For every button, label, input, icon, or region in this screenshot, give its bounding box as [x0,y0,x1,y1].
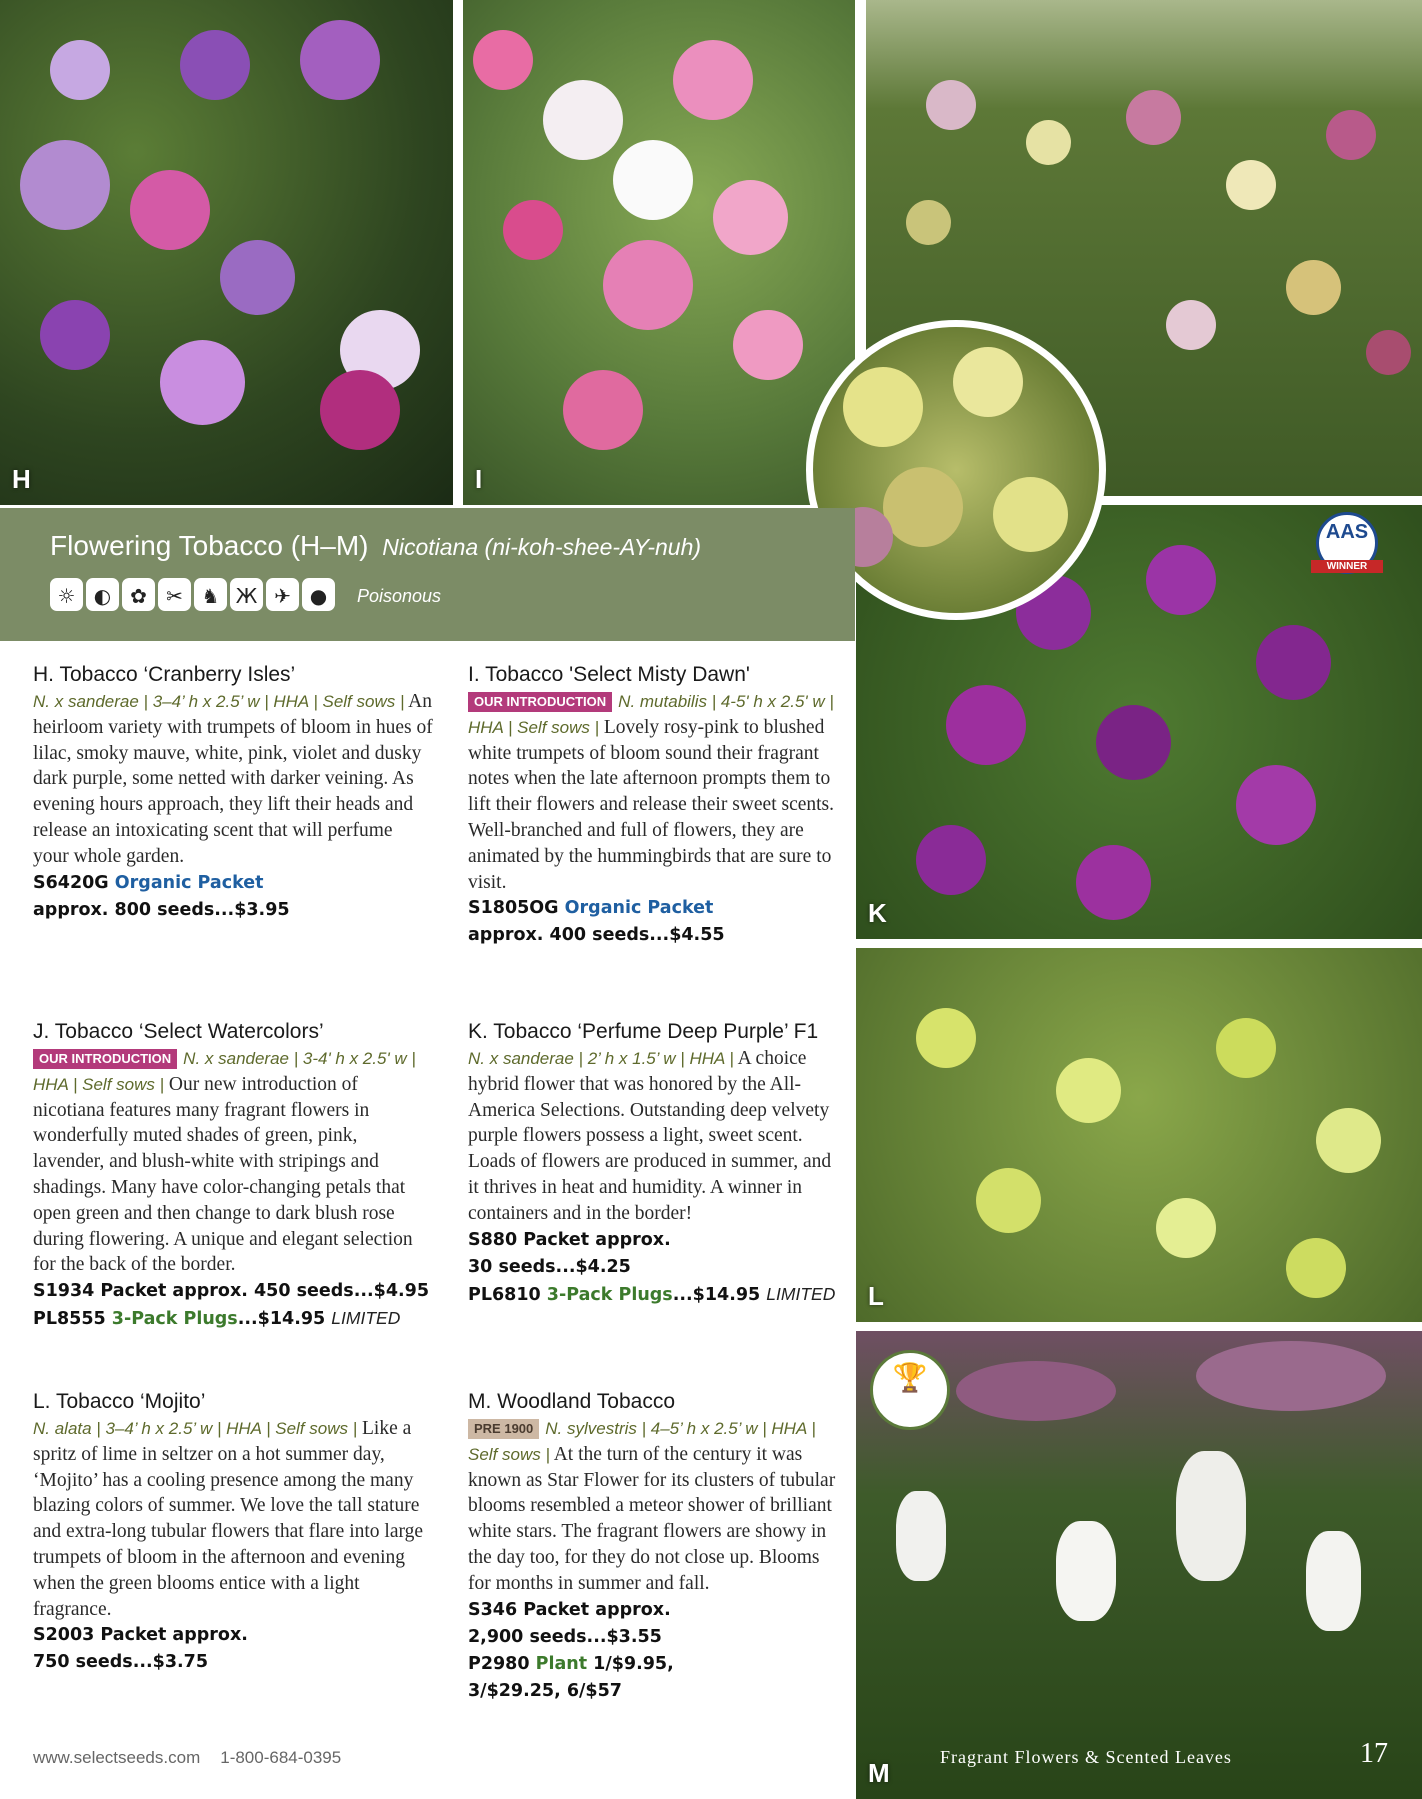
entry-desc-text: Like a spritz of lime in seltzer on a hot summer day, ‘Mojito’ has a cooling presence among the many blazing colors of summer. We love the tall stature and extra-long tubular flowers that flare into large trumpets of bloom in the afternoon and evening when the green blooms entice with a light fragrance. [33,1418,424,1620]
entry-description [468,689,846,895]
sku: PL8555 [33,1309,112,1330]
entry-description [468,1416,846,1597]
aas-logo-text: AAS [1325,521,1369,543]
price-line: 3/$29.25, 6/$57 [468,1680,622,1701]
price-line: S1934 Packet approx. 450 seeds...$4.95 [33,1281,429,1302]
price-line: approx. 800 seeds...$3.95 [33,899,290,920]
entry-j [33,1018,433,1333]
entry-description [33,689,433,870]
growing-icons-row [50,578,335,611]
entry-desc-text: Lovely rosy-pink to blushed white trumpets of bloom sound their fragrant notes when the late afternoon prompts them to lift their flowers and release their sweet scents. Well-branched and full of flowers, they are animated by the hummingbirds that are sure to visit. [468,716,835,893]
cut-flower-icon: ✂ [158,578,191,611]
organic-packet-link[interactable]: Organic Packet [564,898,714,919]
price-line: 750 seeds...$3.75 [33,1652,209,1673]
deer-resistant-icon: ♞ [194,578,227,611]
entry-description [33,1046,433,1278]
price-line [33,870,433,897]
photo-select-misty-dawn [463,0,855,505]
plugs-link[interactable]: 3-Pack Plugs [111,1309,238,1330]
section-name: Fragrant Flowers & Scented Leaves [940,1747,1232,1767]
photo-label-k: K [868,898,887,928]
entry-desc-text: An heirloom variety with trumpets of bloom in hues of lilac, smoky mauve, white, pink, violet and dusky dark purple, some netted with darker veining. As evening hours approach, they lift their heads and release an intoxicating scent that will perfume your whole garden. [33,691,433,867]
photo-mojito [856,948,1422,1322]
entry-h [33,661,433,924]
entry-i [468,661,846,949]
plugs-link[interactable]: 3-Pack Plugs [546,1284,673,1305]
photo-cranberry-isles [0,0,453,505]
entry-desc-text: At the turn of the century it was known as Star Flower for its clusters of tubular blooms resembled a meteor shower of brilliant white stars. The fragrant flowers are showy in the day too, for they do not close up. Blooms for months in summer and fall. [468,1443,836,1594]
phone-number: 1-800-684-0395 [220,1748,342,1767]
price: ...$14.95 [672,1284,767,1305]
entry-meta: N. alata | 3–4’ h x 2.5’ w | HHA | Self sows | [33,1419,358,1438]
price-line: S2003 Packet approx. [33,1625,248,1646]
limited-label: LIMITED [331,1308,401,1329]
section-title [50,530,701,562]
price-line [33,1305,433,1333]
entry-m [468,1388,846,1705]
poisonous-warning: Poisonous [357,586,442,606]
price-line: approx. 400 seeds...$4.55 [468,925,725,946]
limited-label: LIMITED [766,1283,836,1304]
entry-title: L. Tobacco ‘Mojito’ [33,1390,206,1413]
sun-icon: ☼ [50,578,83,611]
sku: S6420G [33,872,115,893]
entry-title: J. Tobacco ‘Select Watercolors’ [33,1020,324,1043]
entry-title: I. Tobacco 'Select Misty Dawn' [468,663,750,686]
aas-winner-caption: WINNER [1311,560,1383,573]
flower-icon: ✿ [122,578,155,611]
entry-description [468,1046,846,1227]
entry-meta: N. x sanderae | 2’ h x 1.5’ w | HHA | [468,1049,734,1068]
hummingbird-icon: ✈ [266,578,299,611]
sku: P2980 [468,1653,536,1674]
photo-label-h: H [12,464,31,494]
entry-meta: N. sylvestris | 4–5’ h x 2.5’ w | HHA | Self sows | [468,1419,816,1464]
price-line: S880 Packet approx. [468,1229,671,1250]
entry-meta: N. x sanderae | 3–4’ h x 2.5’ w | HHA | Self sows | [33,692,405,711]
organic-packet-link[interactable]: Organic Packet [114,872,264,893]
entry-title: M. Woodland Tobacco [468,1390,676,1413]
price-line: 2,900 seeds...$3.55 [468,1626,662,1647]
trophy-icon: 🏆 [892,1362,928,1393]
price: ...$14.95 [237,1309,332,1330]
price: 1/$9.95, [587,1653,674,1674]
bee-icon: ● [302,578,335,611]
entry-desc-text: Our new introduction of nicotiana features many fragrant flowers in wonderfully muted shades of green, pink, lavender, and blush-white with stripings and shadings. Many have color-changing petals that open green and then change to dark blush rose during flowering. A unique and elegant selection for the back of the border. [33,1073,413,1276]
plant-link[interactable]: Plant [535,1653,588,1674]
price-line [468,895,846,922]
our-introduction-badge: OUR INTRODUCTION [468,692,612,712]
section-title-text: Flowering Tobacco (H–M) [50,530,369,561]
price-line [468,1651,846,1678]
footer-contact [33,1748,341,1768]
sku: PL6810 [468,1284,547,1305]
photo-label-i: I [475,464,483,494]
pre-1900-badge: PRE 1900 [468,1419,539,1439]
page-number: 17 [1360,1738,1388,1769]
photo-label-l: L [868,1281,884,1311]
part-shade-icon: ◐ [86,578,119,611]
entry-title: H. Tobacco ‘Cranberry Isles’ [33,663,296,686]
entry-meta: N. mutabilis | 4-5' h x 2.5' w | HHA | Self sows | [468,692,834,737]
rhs-award-badge [870,1350,950,1430]
entry-k [468,1018,846,1309]
butterfly-icon: Ж [230,578,263,611]
website-link[interactable]: www.selectseeds.com [33,1748,201,1767]
entry-title: K. Tobacco ‘Perfume Deep Purple’ F1 [468,1020,819,1043]
entry-l [33,1388,433,1676]
price-line: 30 seeds...$4.25 [468,1256,631,1277]
entry-meta: N. x sanderae | 3-4' h x 2.5' w | HHA | Self sows | [33,1049,416,1094]
price-line [468,1281,846,1309]
sku: S1805OG [468,898,565,919]
price-line: S346 Packet approx. [468,1599,671,1620]
aas-winner-badge [1316,512,1378,574]
section-header-band [0,508,855,641]
our-introduction-badge: OUR INTRODUCTION [33,1049,177,1069]
botanical-name: Nicotiana (ni-koh-shee-AY-nuh) [382,534,702,560]
entry-desc-text: A choice hybrid flower that was honored by the All-America Selections. Outstanding deep velvety purple flowers possess a light, sweet scent. Loads of flowers are produced in summer, and it thrives in heat and humidity. A winner in containers and in the border! [468,1048,832,1224]
photo-label-m: M [868,1758,890,1788]
entry-description [33,1416,433,1622]
